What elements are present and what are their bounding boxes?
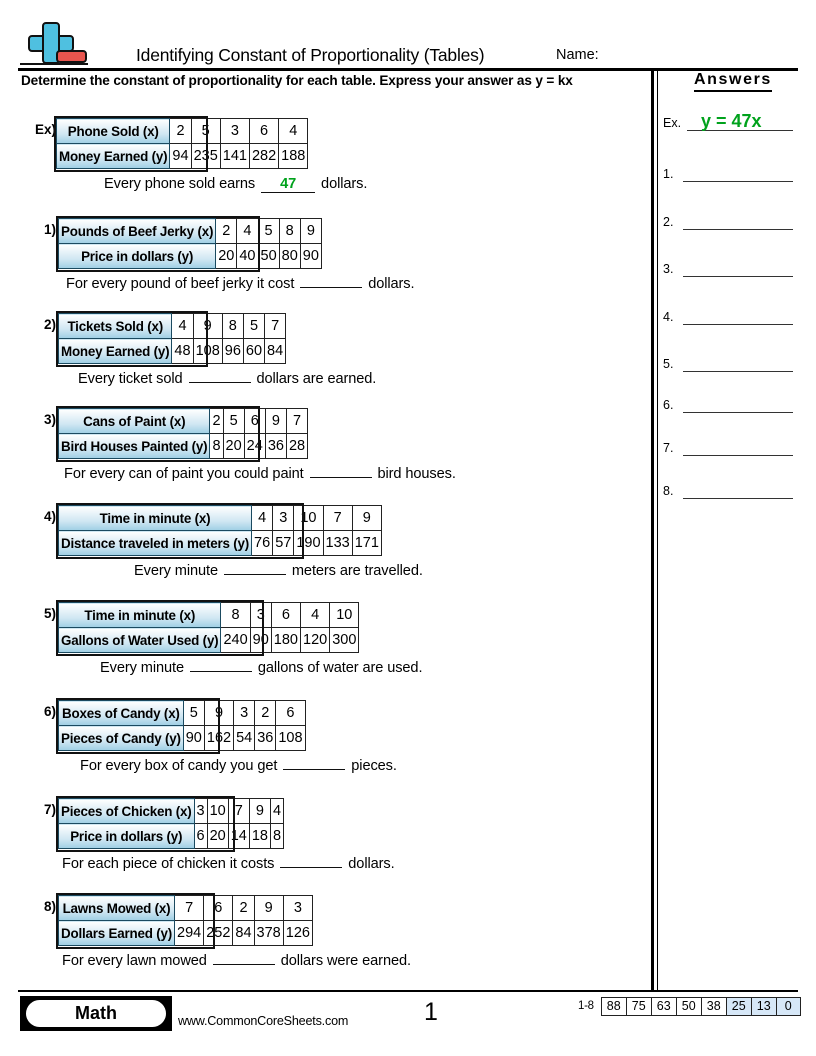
answers-heading: Answers — [694, 71, 772, 92]
table-value-cell: 3 — [234, 701, 255, 726]
table-header-cell: Boxes of Candy (x) — [59, 701, 184, 726]
table-value-cell: 141 — [220, 144, 249, 169]
table-value-cell: 3 — [250, 603, 271, 628]
table-value-cell: 9 — [265, 409, 286, 434]
proportion-table — [58, 505, 382, 556]
table-value-cell: 9 — [300, 219, 321, 244]
table-value-cell: 8 — [210, 434, 223, 459]
table-value-cell: 6 — [244, 409, 265, 434]
table-value-cell: 84 — [233, 921, 254, 946]
logo-plus-center — [44, 37, 58, 50]
table-row-y — [59, 921, 313, 946]
grading-scale-cell: 25 — [726, 997, 751, 1016]
answer-write-line[interactable] — [683, 324, 793, 325]
answer-row-number: 1. — [663, 167, 674, 181]
table-row-y — [59, 339, 286, 364]
sentence-text-after: gallons of water are used. — [253, 660, 423, 676]
grading-scale-range: 1-8 — [578, 1000, 594, 1012]
grading-scale-cell: 13 — [751, 997, 776, 1016]
table-row-x — [59, 409, 308, 434]
problem-sentence — [78, 371, 376, 387]
table-value-cell: 126 — [283, 921, 312, 946]
table-value-cell: 9 — [204, 701, 233, 726]
table-value-cell: 2 — [170, 119, 191, 144]
sentence-text-after: meters are travelled. — [287, 563, 423, 579]
sentence-text-before: For each piece of chicken it costs — [62, 856, 279, 872]
table-value-cell: 8 — [271, 824, 284, 849]
grading-scale-cell: 75 — [626, 997, 651, 1016]
table-header-cell: Time in minute (x) — [59, 603, 221, 628]
problem-sentence — [134, 563, 423, 579]
answer-row-number: Ex. — [663, 116, 682, 130]
proportion-table — [58, 700, 306, 751]
table-value-cell: 7 — [286, 409, 307, 434]
table-value-cell: 2 — [255, 701, 276, 726]
sentence-text-before: Every minute — [134, 563, 222, 579]
table-value-cell: 9 — [352, 506, 381, 531]
table-value-cell: 5 — [243, 314, 264, 339]
sentence-text-after: dollars were earned. — [276, 953, 411, 969]
table-row-y — [59, 531, 382, 556]
answer-blank[interactable] — [280, 867, 342, 868]
answer-write-line[interactable] — [683, 371, 793, 372]
table-header-cell: Pieces of Chicken (x) — [59, 799, 195, 824]
sentence-text-before: Every minute — [100, 660, 188, 676]
table-row-x — [59, 896, 313, 921]
problem-number: 7) — [43, 802, 56, 817]
answer-blank[interactable]: 47 — [261, 176, 315, 193]
answer-blank[interactable] — [224, 574, 286, 575]
table-header-cell: Pounds of Beef Jerky (x) — [59, 219, 216, 244]
table-value-cell: 54 — [234, 726, 255, 751]
table-value-cell: 3 — [273, 506, 294, 531]
table-value-cell: 96 — [222, 339, 243, 364]
table-value-cell: 80 — [279, 244, 300, 269]
answer-blank[interactable] — [189, 382, 251, 383]
sentence-text-after: dollars. — [344, 856, 395, 872]
sentence-text-after: pieces. — [347, 758, 397, 774]
table-value-cell: 20 — [216, 244, 237, 269]
table-value-cell: 20 — [207, 824, 228, 849]
answer-write-line[interactable] — [683, 498, 793, 499]
problem-number: 4) — [43, 509, 56, 524]
plus-minus-logo-icon — [20, 22, 88, 66]
footer-divider — [18, 990, 798, 992]
subject-badge — [20, 996, 172, 1031]
grading-scale-cell: 38 — [701, 997, 726, 1016]
table-value-cell: 50 — [258, 244, 279, 269]
table-row-x — [59, 603, 359, 628]
table-header-cell: Pieces of Candy (y) — [59, 726, 184, 751]
problem-number: 8) — [43, 899, 56, 914]
table-row-y — [57, 144, 308, 169]
table-row-x — [57, 119, 308, 144]
table-value-cell: 108 — [276, 726, 305, 751]
sentence-text-after: dollars are earned. — [252, 371, 377, 387]
table-value-cell: 10 — [294, 506, 323, 531]
answer-write-line[interactable] — [683, 412, 793, 413]
table-value-cell: 378 — [254, 921, 283, 946]
answer-value: y = 47x — [701, 111, 762, 131]
table-row-y — [59, 824, 284, 849]
table-row-y — [59, 244, 322, 269]
table-value-cell: 162 — [204, 726, 233, 751]
table-value-cell: 5 — [191, 119, 220, 144]
answer-row-number: 3. — [663, 262, 674, 276]
table-value-cell: 48 — [172, 339, 193, 364]
answer-blank[interactable] — [213, 964, 275, 965]
table-value-cell: 18 — [249, 824, 270, 849]
table-value-cell: 4 — [271, 799, 284, 824]
sentence-text-after: bird houses. — [373, 466, 456, 482]
problem-sentence — [104, 176, 367, 193]
table-header-cell: Dollars Earned (y) — [59, 921, 175, 946]
page-number: 1 — [424, 998, 438, 1026]
grading-scale-cell: 50 — [676, 997, 701, 1016]
table-value-cell: 9 — [249, 799, 270, 824]
answer-blank[interactable] — [300, 287, 362, 288]
table-value-cell: 6 — [249, 119, 278, 144]
problem-sentence — [80, 758, 397, 774]
proportion-table — [58, 602, 359, 653]
answer-blank[interactable] — [310, 477, 372, 478]
table-value-cell: 190 — [294, 531, 323, 556]
answer-row-number: 7. — [663, 441, 674, 455]
table-value-cell: 24 — [244, 434, 265, 459]
table-row-y — [59, 434, 308, 459]
table-value-cell: 8 — [221, 603, 250, 628]
column-divider-thick — [651, 68, 654, 990]
table-value-cell: 20 — [223, 434, 244, 459]
table-value-cell: 28 — [286, 434, 307, 459]
sentence-text-before: Every phone sold earns — [104, 176, 260, 192]
table-value-cell: 60 — [243, 339, 264, 364]
problem-sentence — [62, 856, 395, 872]
table-value-cell: 4 — [172, 314, 193, 339]
table-value-cell: 10 — [207, 799, 228, 824]
table-value-cell: 14 — [228, 824, 249, 849]
name-field-label: Name: — [556, 47, 599, 63]
proportion-table — [58, 218, 322, 269]
site-url: www.CommonCoreSheets.com — [178, 1014, 349, 1028]
table-header-cell: Money Earned (y) — [59, 339, 172, 364]
table-value-cell: 4 — [301, 603, 330, 628]
table-value-cell: 252 — [204, 921, 233, 946]
table-value-cell: 108 — [193, 339, 222, 364]
table-header-cell: Tickets Sold (x) — [59, 314, 172, 339]
table-value-cell: 76 — [252, 531, 273, 556]
table-value-cell: 90 — [183, 726, 204, 751]
table-value-cell: 5 — [223, 409, 244, 434]
table-value-cell: 90 — [250, 628, 271, 653]
table-value-cell: 300 — [330, 628, 359, 653]
table-value-cell: 2 — [210, 409, 223, 434]
table-value-cell: 3 — [194, 799, 207, 824]
problem-number: 6) — [43, 704, 56, 719]
problem-sentence — [66, 276, 414, 292]
table-row-y — [59, 628, 359, 653]
table-value-cell: 94 — [170, 144, 191, 169]
table-value-cell: 188 — [279, 144, 308, 169]
table-value-cell: 90 — [300, 244, 321, 269]
grading-scale-cell: 63 — [651, 997, 676, 1016]
header-divider — [18, 68, 798, 71]
page-title: Identifying Constant of Proportionality (Tables) — [136, 45, 485, 65]
table-header-cell: Cans of Paint (x) — [59, 409, 210, 434]
table-value-cell: 5 — [258, 219, 279, 244]
table-value-cell: 7 — [323, 506, 352, 531]
problem-number: Ex) — [34, 122, 56, 137]
table-value-cell: 171 — [352, 531, 381, 556]
table-value-cell: 2 — [216, 219, 237, 244]
table-value-cell: 3 — [220, 119, 249, 144]
answer-blank[interactable] — [283, 769, 345, 770]
table-value-cell: 8 — [279, 219, 300, 244]
grading-scale-cell: 88 — [601, 997, 626, 1016]
table-header-cell: Price in dollars (y) — [59, 244, 216, 269]
table-value-cell: 40 — [237, 244, 258, 269]
grading-scale — [578, 996, 801, 1016]
table-value-cell: 84 — [265, 339, 286, 364]
instructions-text: Determine the constant of proportionality for each table. Express your answer as y = kx — [21, 73, 573, 88]
problem-number: 1) — [43, 222, 56, 237]
table-header-cell: Gallons of Water Used (y) — [59, 628, 221, 653]
table-value-cell: 10 — [330, 603, 359, 628]
grading-scale-cell: 0 — [776, 997, 801, 1016]
table-value-cell: 8 — [222, 314, 243, 339]
answer-write-line[interactable] — [683, 455, 793, 456]
problem-number: 3) — [43, 412, 56, 427]
table-value-cell: 133 — [323, 531, 352, 556]
table-row-x — [59, 799, 284, 824]
problem-number: 2) — [43, 317, 56, 332]
table-value-cell: 235 — [191, 144, 220, 169]
table-value-cell: 120 — [301, 628, 330, 653]
table-value-cell: 3 — [283, 896, 312, 921]
problem-sentence — [64, 466, 456, 482]
table-row-x — [59, 506, 382, 531]
table-header-cell: Time in minute (x) — [59, 506, 252, 531]
table-value-cell: 5 — [183, 701, 204, 726]
proportion-table — [58, 798, 284, 849]
table-header-cell: Phone Sold (x) — [57, 119, 170, 144]
table-value-cell: 6 — [194, 824, 207, 849]
answer-row-number: 2. — [663, 215, 674, 229]
table-value-cell: 4 — [279, 119, 308, 144]
sentence-text-before: Every ticket sold — [78, 371, 187, 387]
answer-write-line[interactable] — [683, 181, 793, 182]
logo-minus-bar — [56, 50, 87, 63]
proportion-table — [58, 895, 313, 946]
table-value-cell: 36 — [255, 726, 276, 751]
table-row-x — [59, 701, 306, 726]
logo-baseline — [20, 63, 88, 65]
table-value-cell: 57 — [273, 531, 294, 556]
table-row-x — [59, 219, 322, 244]
sentence-text-after: dollars. — [364, 276, 415, 292]
table-value-cell: 7 — [175, 896, 204, 921]
table-value-cell: 4 — [237, 219, 258, 244]
problem-number: 5) — [43, 606, 56, 621]
table-value-cell: 294 — [175, 921, 204, 946]
table-value-cell: 36 — [265, 434, 286, 459]
problem-sentence — [62, 953, 411, 969]
table-header-cell: Bird Houses Painted (y) — [59, 434, 210, 459]
table-value-cell: 9 — [254, 896, 283, 921]
sentence-text-before: For every box of candy you get — [80, 758, 282, 774]
table-value-cell: 6 — [204, 896, 233, 921]
table-value-cell: 7 — [228, 799, 249, 824]
subject-badge-label: Math — [26, 1000, 166, 1027]
table-value-cell: 7 — [265, 314, 286, 339]
grading-scale-cells — [601, 997, 801, 1016]
table-row-y — [59, 726, 306, 751]
table-header-cell: Lawns Mowed (x) — [59, 896, 175, 921]
answer-write-line[interactable] — [683, 276, 793, 277]
answer-write-line[interactable] — [683, 229, 793, 230]
table-value-cell: 180 — [271, 628, 300, 653]
table-value-cell: 240 — [221, 628, 250, 653]
sentence-text-before: For every can of paint you could paint — [64, 466, 308, 482]
table-value-cell: 4 — [252, 506, 273, 531]
sentence-text-before: For every lawn mowed — [62, 953, 211, 969]
problem-sentence — [100, 660, 422, 676]
table-header-cell: Money Earned (y) — [57, 144, 170, 169]
answer-row-number: 8. — [663, 484, 674, 498]
sentence-text-after: dollars. — [317, 176, 368, 192]
page-header — [0, 0, 816, 70]
table-value-cell: 6 — [271, 603, 300, 628]
proportion-table — [58, 313, 286, 364]
table-value-cell: 2 — [233, 896, 254, 921]
answer-blank[interactable] — [190, 671, 252, 672]
sentence-text-before: For every pound of beef jerky it cost — [66, 276, 299, 292]
table-value-cell: 282 — [249, 144, 278, 169]
table-header-cell: Distance traveled in meters (y) — [59, 531, 252, 556]
table-value-cell: 9 — [193, 314, 222, 339]
proportion-table — [56, 118, 308, 169]
table-value-cell: 6 — [276, 701, 305, 726]
column-divider-thin — [657, 68, 658, 990]
answer-row-number: 4. — [663, 310, 674, 324]
table-row-x — [59, 314, 286, 339]
proportion-table — [58, 408, 308, 459]
answer-row-number: 6. — [663, 398, 674, 412]
answer-row-number: 5. — [663, 357, 674, 371]
table-header-cell: Price in dollars (y) — [59, 824, 195, 849]
